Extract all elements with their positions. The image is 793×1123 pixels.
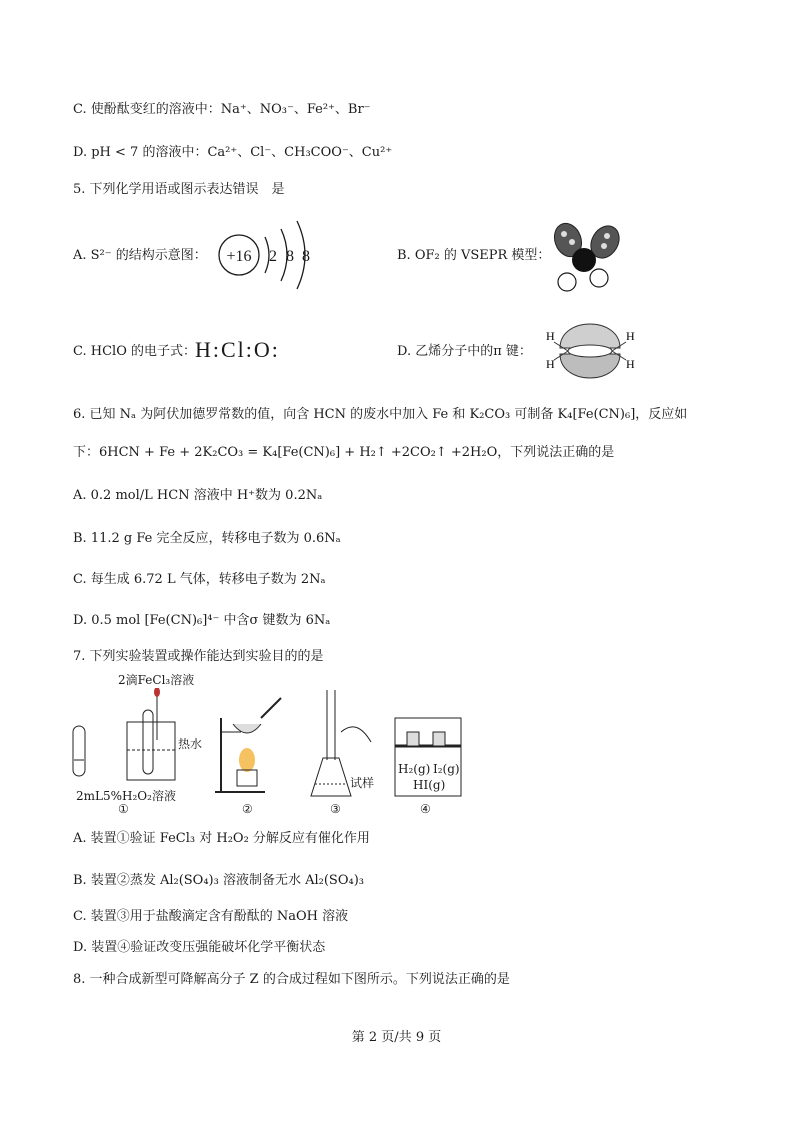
q5-option-a-label: A. S²⁻ 的结构示意图：	[73, 248, 207, 263]
q6-option-d: D. 0.5 mol [Fe(CN)₆]⁴⁻ 中含σ 键数为 6Nₐ	[73, 613, 331, 628]
h-atom-1: H	[546, 329, 555, 343]
h2o2-tube-label: 2mL5%H₂O₂溶液	[76, 789, 176, 803]
q6-option-b: B. 11.2 g Fe 完全反应，转移电子数为 0.6Nₐ	[73, 531, 341, 546]
gas-h2-label: H₂(g)	[398, 762, 431, 776]
q4-option-d: D. pH < 7 的溶液中：Ca²⁺、Cl⁻、CH₃COO⁻、Cu²⁺	[73, 145, 393, 160]
hclo-electron-formula: H:Cl:O:	[195, 337, 280, 362]
apparatus-1-number: ①	[118, 802, 129, 816]
q8-stem: 8. 一种合成新型可降解高分子 Z 的合成过程如下图所示。下列说法正确的是	[73, 972, 510, 987]
apparatus-4-number: ④	[420, 802, 431, 816]
q6-option-c: C. 每生成 6.72 L 气体，转移电子数为 2Nₐ	[73, 572, 326, 587]
q6-option-a: A. 0.2 mol/L HCN 溶液中 H⁺数为 0.2Nₐ	[73, 488, 323, 503]
apparatus-2-number: ②	[242, 802, 253, 816]
h-atom-2: H	[546, 357, 555, 371]
q5-stem: 5. 下列化学用语或图示表达错误 是	[73, 182, 285, 197]
q7-stem: 7. 下列实验装置或操作能达到实验目的的是	[73, 649, 324, 664]
q4-option-c: C. 使酚酞变红的溶液中：Na⁺、NO₃⁻、Fe²⁺、Br⁻	[73, 102, 371, 117]
q6-stem-line-2: 下：6HCN + Fe + 2K₂CO₃ = K₄[Fe(CN)₆] + H₂↑ +2CO₂↑ +2H₂O，下列说法正确的是	[73, 445, 615, 460]
shell-2-electrons: 8	[286, 248, 294, 265]
q7-option-d: D. 装置④验证改变压强能破坏化学平衡状态	[73, 940, 326, 955]
hot-water-label: 热水	[178, 737, 203, 751]
shell-3-electrons: 8	[302, 248, 310, 265]
q7-option-b: B. 装置②蒸发 Al₂(SO₄)₃ 溶液制备无水 Al₂(SO₄)₃	[73, 873, 364, 888]
q5-option-d-label: D. 乙烯分子中的π 键：	[397, 344, 532, 359]
fecl3-drop-label: 2滴FeCl₃溶液	[118, 673, 195, 687]
q6-stem-line-1: 6. 已知 Nₐ 为阿伏加德罗常数的值，向含 HCN 的废水中加入 Fe 和 K₂CO₃ 可制备 K₄[Fe(CN)₆]，反应如	[73, 407, 688, 422]
sulfide-ion-structure-diagram	[215, 215, 325, 295]
page-footer: 第 2 页/共 9 页	[351, 1030, 442, 1045]
ethylene-pi-bond-diagram	[540, 318, 640, 384]
q7-option-c: C. 装置③用于盐酸滴定含有酚酞的 NaOH 溶液	[73, 909, 349, 924]
q5-option-c-label: C. HClO 的电子式：	[73, 344, 196, 359]
apparatus-3-number: ③	[330, 802, 341, 816]
h-atom-4: H	[626, 357, 635, 371]
gas-i2-label: I₂(g)	[433, 762, 460, 776]
sample-label: 试样	[350, 776, 375, 790]
gas-hi-label: HI(g)	[413, 778, 446, 792]
q5-option-b-label: B. OF₂ 的 VSEPR 模型：	[397, 248, 551, 263]
q7-option-a: A. 装置①验证 FeCl₃ 对 H₂O₂ 分解反应有催化作用	[73, 831, 370, 846]
shell-1-electrons: 2	[269, 248, 277, 265]
h-atom-3: H	[626, 329, 635, 343]
of2-vsepr-model	[550, 220, 630, 295]
nucleus-charge: +16	[226, 248, 252, 265]
